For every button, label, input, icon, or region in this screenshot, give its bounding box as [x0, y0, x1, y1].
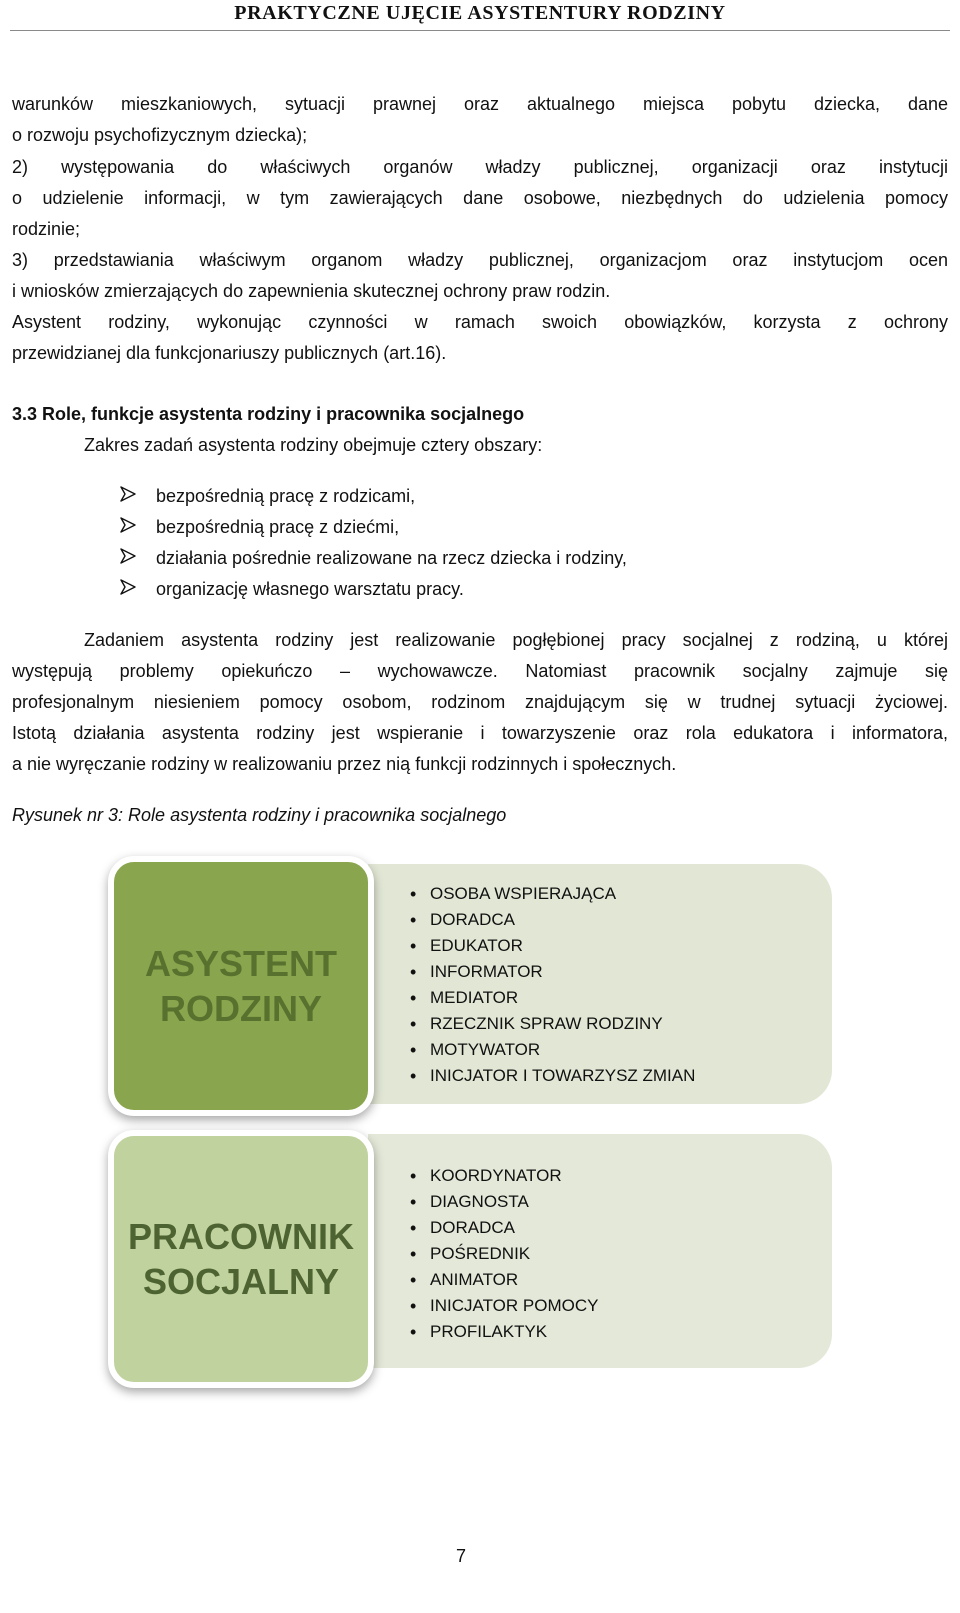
role-item: • OSOBA WSPIERAJĄCA [410, 881, 695, 907]
page-header [10, 0, 950, 31]
role-item: • INICJATOR POMOCY [410, 1293, 598, 1319]
text-line: rodzinie; [12, 219, 81, 239]
section-heading: 3.3 Role, funkcje asystenta rodziny i pracownika socjalnego [12, 404, 525, 424]
text-line: Istotą działania asystenta rodziny jest wspieranie i towarzyszenie oraz rola edukatora i informatora, [12, 723, 948, 743]
arrowhead-bullet-icon [120, 547, 156, 569]
role-item: • INICJATOR I TOWARZYSZ ZMIAN [410, 1063, 695, 1089]
role-item: • DORADCA [410, 907, 695, 933]
scope-item-text: działania pośrednie realizowane na rzecz dziecka i rodziny, [156, 548, 627, 568]
role-item: • EDUKATOR [410, 933, 695, 959]
role-item: • DIAGNOSTA [410, 1189, 598, 1215]
text-line: profesjonalnym niesieniem pomocy osobom, rodzinom znajdującym się w trudnej sytuacji życiowej. [12, 692, 948, 712]
text-line: przewidzianej dla funkcjonariuszy publicznych (art.16). [12, 343, 447, 363]
text-line: Zadaniem asystenta rodziny jest realizowanie pogłębionej pracy socjalnej z rodziną, u której [84, 630, 948, 650]
text-line: występują problemy opiekuńczo – wychowawcze. Natomiast pracownik socjalny zajmuje się [12, 661, 948, 681]
text-line: a nie wyręczanie rodziny w realizowaniu przez nią funkcji rodzinnych i społecznych. [12, 754, 677, 774]
role-item: • MOTYWATOR [410, 1037, 695, 1063]
card-title-line: PRACOWNIK [128, 1216, 354, 1257]
card-title-line: RODZINY [160, 988, 322, 1029]
scope-item-text: bezpośrednią pracę z rodzicami, [156, 486, 416, 506]
page-number: 7 [456, 1546, 467, 1566]
role-item: • DORADCA [410, 1215, 598, 1241]
list-item [120, 547, 627, 569]
text-line: i wniosków zmierzających do zapewnienia skutecznej ochrony praw rodzin. [12, 281, 611, 301]
list-item [120, 485, 415, 507]
text-line: warunków mieszkaniowych, sytuacji prawnej oraz aktualnego miejsca pobytu dziecka, dane [12, 94, 948, 114]
arrowhead-bullet-icon [120, 578, 156, 600]
role-item: • KOORDYNATOR [410, 1163, 598, 1189]
list-item [120, 516, 399, 538]
scope-item-text: bezpośrednią pracę z dziećmi, [156, 517, 400, 537]
role-list [410, 1163, 598, 1345]
role-item: • RZECZNIK SPRAW RODZINY [410, 1011, 695, 1037]
role-list [410, 881, 695, 1089]
arrowhead-bullet-icon [120, 485, 156, 507]
role-item: • ANIMATOR [410, 1267, 598, 1293]
role-item: • INFORMATOR [410, 959, 695, 985]
role-card-pracownik [108, 1130, 374, 1388]
text-line: Asystent rodziny, wykonując czynności w ramach swoich obowiązków, korzysta z ochrony [12, 312, 948, 332]
role-item: • PROFILAKTYK [410, 1319, 598, 1345]
text-line: 3) przedstawiania właściwym organom władzy publicznej, organizacjom oraz instytucjom ocen [12, 250, 948, 270]
text-line: o udzielenie informacji, w tym zawierających dane osobowe, niezbędnych do udzielenia pomocy [12, 188, 948, 208]
role-item: • POŚREDNIK [410, 1241, 598, 1267]
arrowhead-bullet-icon [120, 516, 156, 538]
card-title-line: SOCJALNY [142, 1261, 339, 1302]
list-item [120, 578, 464, 600]
text-line: 2) występowania do właściwych organów władzy publicznej, organizacji oraz instytucji [12, 157, 948, 177]
role-card-asystent [108, 856, 374, 1116]
card-title-line: ASYSTENT [144, 943, 338, 984]
header-title: PRAKTYCZNE UJĘCIE ASYSTENTURY RODZINY [234, 2, 726, 24]
text-line: o rozwoju psychofizycznym dziecka); [12, 125, 308, 145]
role-item: • MEDIATOR [410, 985, 695, 1011]
scope-item-text: organizację własnego warsztatu pracy. [156, 579, 464, 599]
figure-caption: Rysunek nr 3: Role asystenta rodziny i pracownika socjalnego [12, 805, 507, 825]
scope-intro: Zakres zadań asystenta rodziny obejmuje cztery obszary: [84, 435, 543, 455]
